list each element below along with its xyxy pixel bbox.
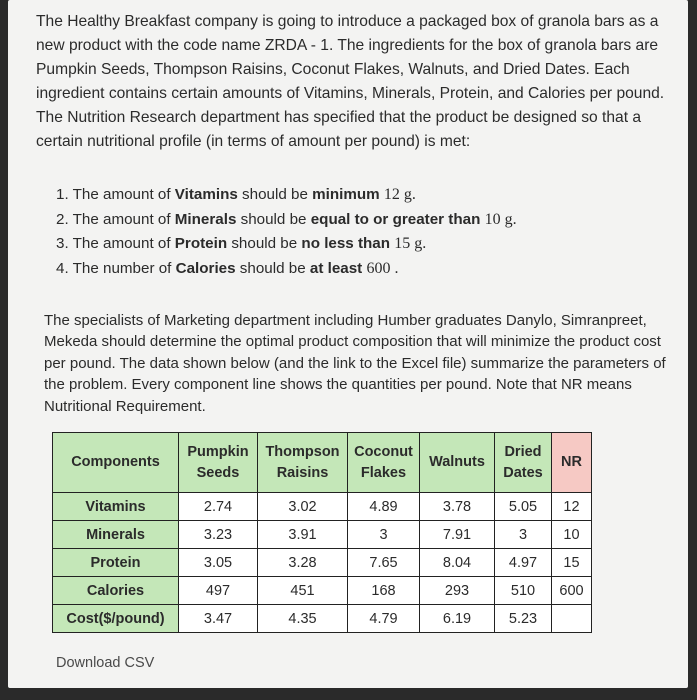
table-row bbox=[53, 605, 592, 633]
table-cell: 4.35 bbox=[258, 605, 348, 633]
nr-cell: 15 bbox=[552, 549, 592, 577]
requirement-nutrient: Vitamins bbox=[174, 186, 238, 203]
requirement-relation: minimum bbox=[312, 186, 380, 203]
table-cell: 4.97 bbox=[495, 549, 552, 577]
table-cell: 6.19 bbox=[420, 605, 495, 633]
requirement-value: 10 g. bbox=[484, 210, 517, 228]
table-cell: 4.79 bbox=[348, 605, 420, 633]
table-cell: 7.65 bbox=[348, 549, 420, 577]
table-cell: 3.91 bbox=[258, 521, 348, 549]
header-walnuts: Walnuts bbox=[420, 433, 495, 493]
nr-cell: 600 bbox=[552, 577, 592, 605]
requirement-item bbox=[56, 183, 517, 208]
requirement-text: should be bbox=[236, 210, 311, 228]
header-dried-dates: Dried Dates bbox=[495, 433, 552, 493]
requirement-value: 600 . bbox=[366, 259, 399, 277]
requirement-item bbox=[56, 208, 517, 233]
requirement-relation: no less than bbox=[301, 235, 391, 252]
requirement-text: should be bbox=[227, 235, 302, 252]
requirement-text: should be bbox=[237, 186, 313, 203]
problem-page bbox=[8, 0, 688, 688]
requirement-number: 2. bbox=[56, 210, 69, 228]
table-cell: 2.74 bbox=[179, 493, 258, 521]
table-cell: 451 bbox=[258, 577, 348, 605]
table-cell: 510 bbox=[495, 577, 552, 605]
header-thompson-raisins: Thompson Raisins bbox=[258, 433, 348, 493]
table-cell: 168 bbox=[348, 577, 420, 605]
requirement-item bbox=[56, 232, 517, 257]
table-cell: 3.05 bbox=[179, 549, 258, 577]
nr-cell: 10 bbox=[552, 521, 592, 549]
table-cell: 7.91 bbox=[420, 521, 495, 549]
requirement-text: should be bbox=[235, 259, 310, 277]
download-csv-link[interactable]: Download CSV bbox=[56, 655, 155, 671]
table-cell: 3.23 bbox=[179, 521, 258, 549]
header-nr: NR bbox=[552, 433, 592, 493]
table-cell: 497 bbox=[179, 577, 258, 605]
requirement-value: 12 g. bbox=[383, 186, 416, 203]
header-coconut-flakes: Coconut Flakes bbox=[348, 433, 420, 493]
nutrition-table bbox=[52, 432, 592, 633]
nr-cell bbox=[552, 605, 592, 633]
nr-cell: 12 bbox=[552, 493, 592, 521]
requirement-text: The amount of bbox=[72, 235, 175, 252]
table-cell: 3.47 bbox=[179, 605, 258, 633]
table-row bbox=[53, 521, 592, 549]
header-components: Components bbox=[53, 433, 179, 493]
table-cell: 3.02 bbox=[258, 493, 348, 521]
row-label: Cost($/pound) bbox=[53, 605, 179, 633]
table-cell: 8.04 bbox=[420, 549, 495, 577]
requirement-nutrient: Minerals bbox=[174, 210, 237, 228]
row-label: Minerals bbox=[53, 521, 179, 549]
table-cell: 3.28 bbox=[258, 549, 348, 577]
table-cell: 5.05 bbox=[495, 493, 552, 521]
requirement-nutrient: Calories bbox=[175, 259, 236, 277]
table-row bbox=[53, 549, 592, 577]
requirement-relation: at least bbox=[309, 259, 363, 277]
requirement-relation: equal to or greater than bbox=[310, 210, 481, 228]
requirement-text: The amount of bbox=[72, 186, 175, 203]
intro-paragraph: The Healthy Breakfast company is going to introduce a packaged box of granola bars as a new product with the code name ZRDA - 1. The ingredients for the box of granola bars are Pumpkin Seeds, Thompson Raisins, Coconut Flakes, Walnuts, and Dried Dates. Each ingredient contains certain amounts of Vitamins, Minerals, Protein, and Calories per pound. The Nutrition Research department has specified that the product be designed so that a certain nutritional profile (in terms of amount per pound) is met: bbox=[36, 13, 665, 150]
table-cell: 3.78 bbox=[420, 493, 495, 521]
requirement-number: 3. bbox=[56, 235, 69, 252]
requirements-list bbox=[56, 183, 517, 281]
requirement-nutrient: Protein bbox=[174, 235, 228, 252]
requirement-text: The amount of bbox=[72, 210, 175, 228]
header-pumpkin-seeds: Pumpkin Seeds bbox=[179, 433, 258, 493]
requirement-number: 1. bbox=[56, 186, 69, 203]
table-row bbox=[53, 493, 592, 521]
requirement-number: 4. bbox=[56, 259, 69, 277]
row-label: Calories bbox=[53, 577, 179, 605]
requirement-text: The number of bbox=[72, 259, 176, 277]
table-row bbox=[53, 577, 592, 605]
specialists-paragraph: The specialists of Marketing department including Humber graduates Danylo, Simranpreet, Mekeda should determine the optimal product composition that will minimize the product cost per pound. The data shown below (and the link to the Excel file) summarize the parameters of the problem. Every component line shows the quantities per pound. Note that NR means Nutritional Requirement. bbox=[44, 312, 666, 415]
row-label: Protein bbox=[53, 549, 179, 577]
table-cell: 3 bbox=[348, 521, 420, 549]
requirement-value: 15 g. bbox=[394, 235, 427, 252]
requirement-item bbox=[56, 257, 517, 282]
table-cell: 3 bbox=[495, 521, 552, 549]
table-cell: 4.89 bbox=[348, 493, 420, 521]
table-cell: 293 bbox=[420, 577, 495, 605]
row-label: Vitamins bbox=[53, 493, 179, 521]
table-cell: 5.23 bbox=[495, 605, 552, 633]
